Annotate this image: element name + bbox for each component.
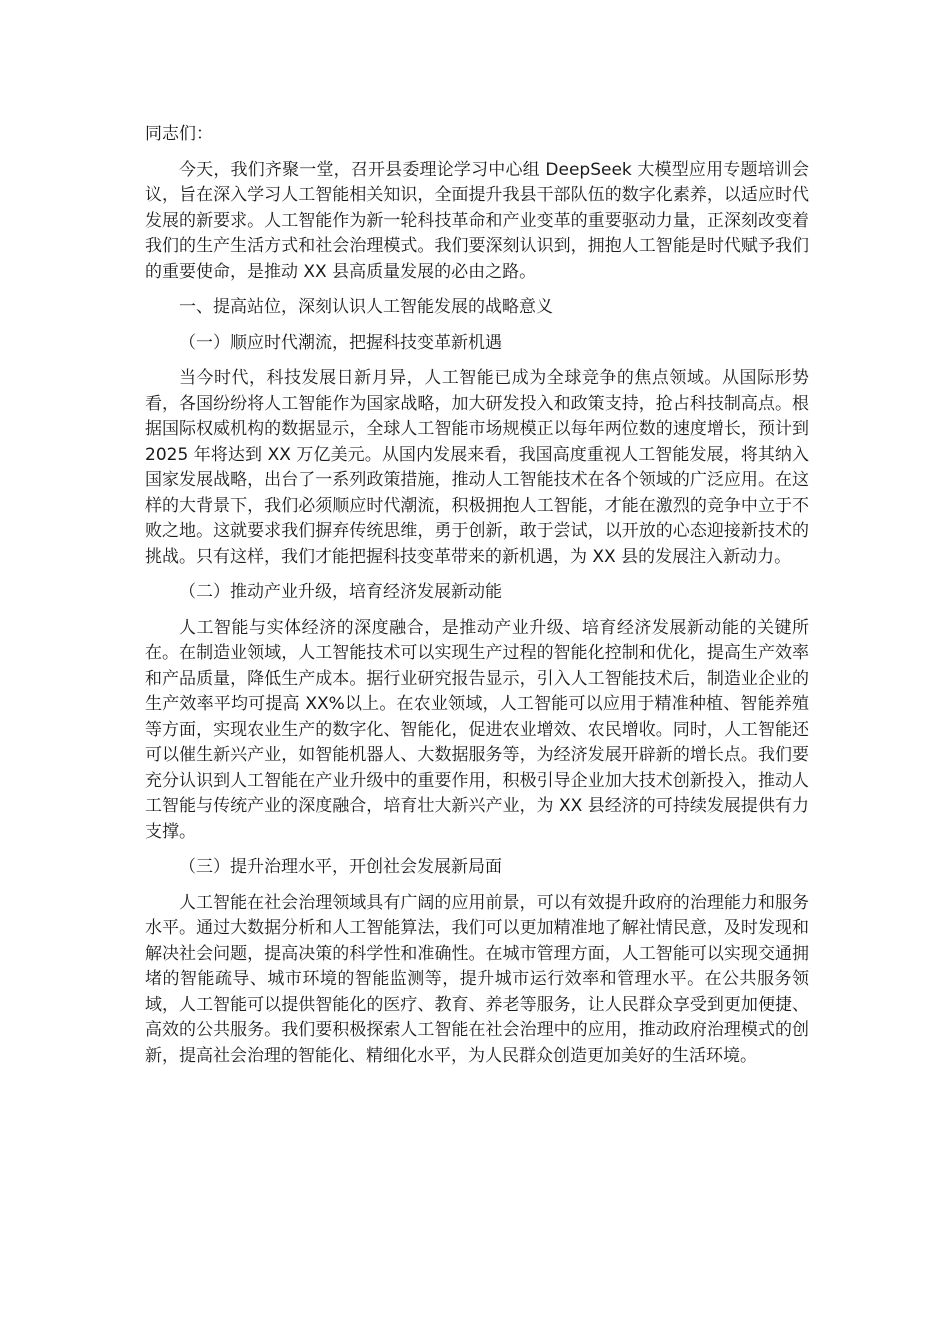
subsection-body-2: 人工智能与实体经济的深度融合，是推动产业升级、培育经济发展新动能的关键所在。在制造业领域，人工智能技术可以实现生产过程的智能化控制和优化，提高生产效率和产品质量，降低生产成本。据行业研究报告显示，引入人工智能技术后，制造业企业的生产效率平均可提高 XX%以上。在农业领域，人工智能可以应用于精准种植、智能养殖等方面，实现农业生产的数字化、智能化，促进农业增效、农民增收。同时，人工智能还可以催生新兴产业，如智能机器人、大数据服务等，为经济发展开辟新的增长点。我们要充分认识到人工智能在产业升级中的重要作用，积极引导企业加大技术创新投入，推动人工智能与传统产业的深度融合，培育壮大新兴产业，为 XX 县经济的可持续发展提供有力支撑。 [145, 617, 809, 842]
subsection-heading-2: （二）推动产业升级，培育经济发展新动能 [179, 582, 502, 602]
section-heading-1: 一、提高站位，深刻认识人工智能发展的战略意义 [179, 297, 553, 317]
document-body [145, 122, 809, 1079]
subsection-body-1: 当今时代，科技发展日新月异，人工智能已成为全球竞争的焦点领域。从国际形势看，各国纷纷将人工智能作为国家战略，加大研发投入和政策支持，抢占科技制高点。根据国际权威机构的数据显示，全球人工智能市场规模正以每年两位数的速度增长，预计到 2025 年将达到 XX 万亿美元。从国内发展来看，我国高度重视人工智能发展，将其纳入国家发展战略，出台了一系列政策措施，推动人工智能技术在各个领域的广泛应用。在这样的大背景下，我们必须顺应时代潮流，积极拥抱人工智能，才能在激烈的竞争中立于不败之地。这就要求我们摒弃传统思维，勇于创新，敢于尝试，以开放的心态迎接新技术的挑战。只有这样，我们才能把握科技变革带来的新机遇，为 XX 县的发展注入新动力。 [145, 368, 809, 567]
subsection-body-3: 人工智能在社会治理领域具有广阔的应用前景，可以有效提升政府的治理能力和服务水平。通过大数据分析和人工智能算法，我们可以更加精准地了解社情民意，及时发现和解决社会问题，提高决策的科学性和准确性。在城市管理方面，人工智能可以实现交通拥堵的智能疏导、城市环境的智能监测等，提升城市运行效率和管理水平。在公共服务领域，人工智能可以提供智能化的医疗、教育、养老等服务，让人民群众享受到更加便捷、高效的公共服务。我们要积极探索人工智能在社会治理中的应用，推动政府治理模式的创新，提高社会治理的智能化、精细化水平，为人民群众创造更加美好的生活环境。 [145, 892, 809, 1066]
intro-paragraph: 今天，我们齐聚一堂，召开县委理论学习中心组 DeepSeek 大模型应用专题培训会议，旨在深入学习人工智能相关知识，全面提升我县干部队伍的数字化素养，以适应时代发展的新要求。人工智能作为新一轮科技革命和产业变革的重要驱动力量，正深刻改变着我们的生产生活方式和社会治理模式。我们要深刻认识到，拥抱人工智能是时代赋予我们的重要使命，是推动 XX 县高质量发展的必由之路。 [145, 159, 809, 282]
subsection-heading-1: （一）顺应时代潮流，把握科技变革新机遇 [179, 332, 502, 353]
salutation: 同志们： [145, 124, 213, 144]
subsection-heading-3: （三）提升治理水平，开创社会发展新局面 [179, 857, 502, 877]
